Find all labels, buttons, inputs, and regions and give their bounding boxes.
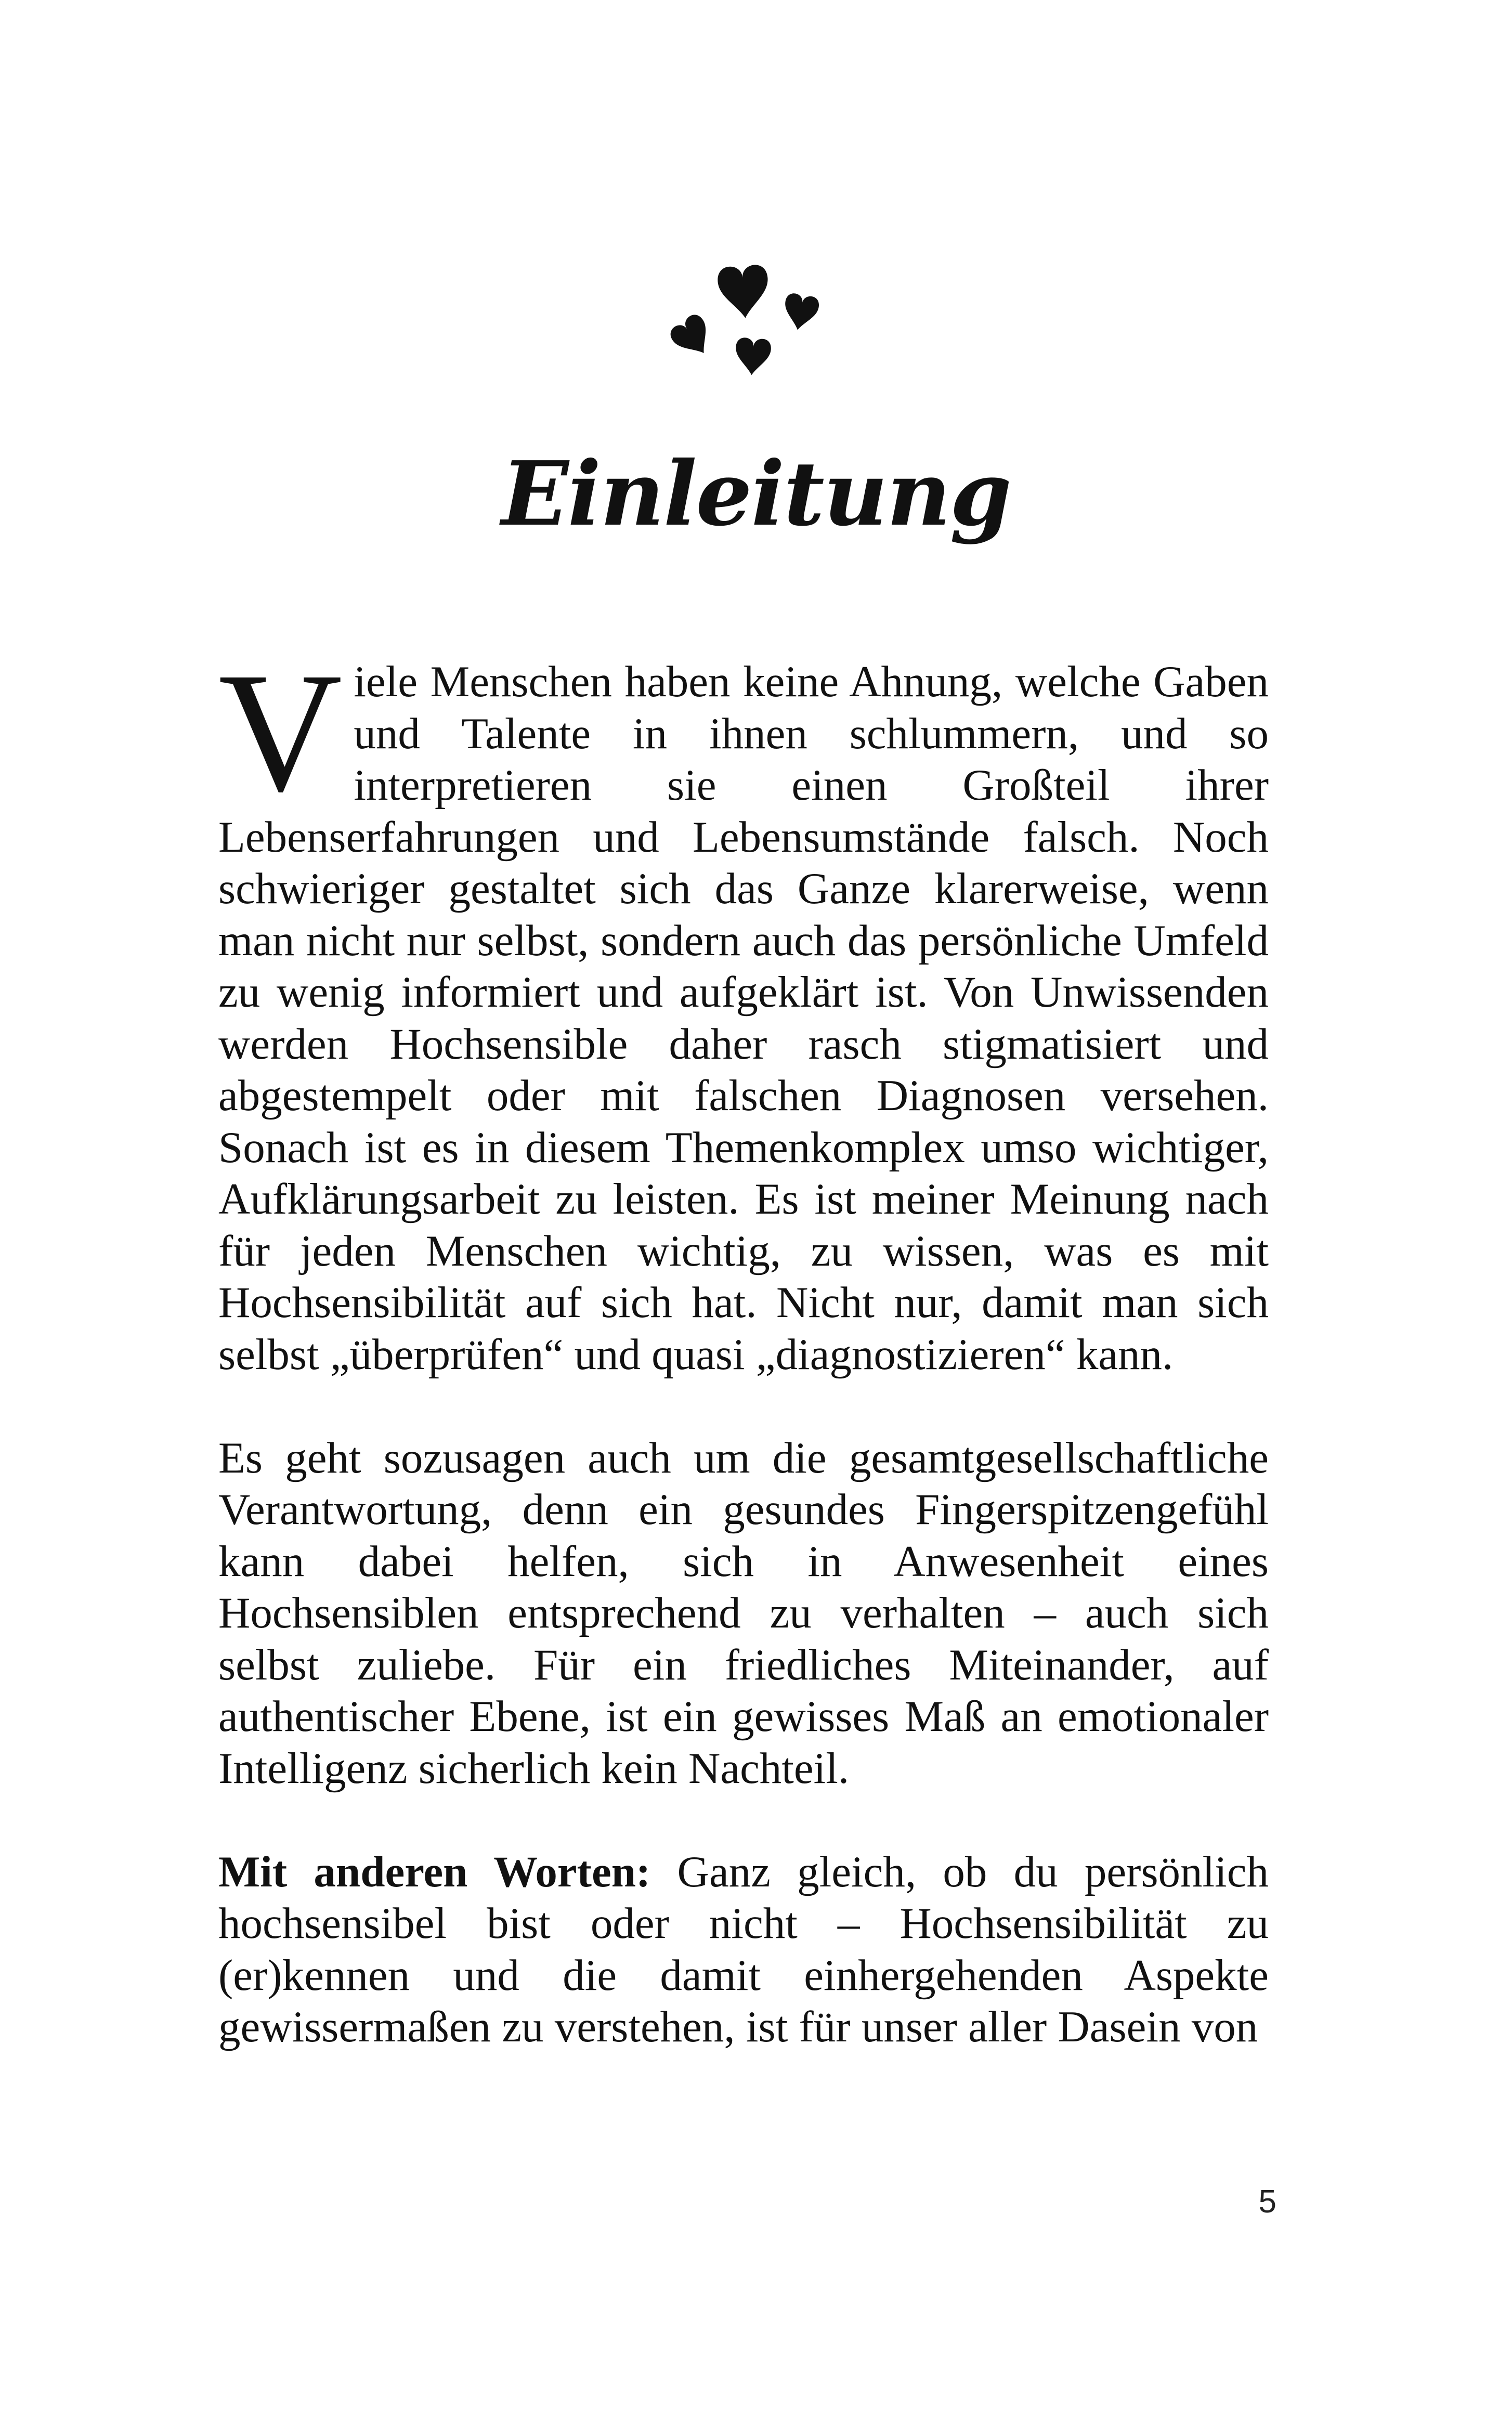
chapter-body (218, 637, 1269, 2105)
paragraph-1 (218, 637, 1269, 1381)
page-title: Einleitung (501, 442, 1011, 546)
paragraph-3-text: Ganz gleich, ob du persönlich hochsensibel bist oder nicht – Hochsensibilität zu (er)kennen und die damit einhergehenden Aspekte gewissermaßen zu verstehen, ist für unser aller Dasein von (218, 1847, 1269, 2051)
paragraph-1-text: iele Menschen haben keine Ahnung, welche Gaben und Talente in ihnen schlummern, und so interpretieren sie einen Großteil ihrer Lebenserfahrungen und Lebensumstände falsch. Noch schwieriger gestaltet sich das Ganze klarerweise, wenn man nicht nur selbst, sondern auch das persönliche Umfeld zu wenig informiert und aufgeklärt ist. Von Unwissenden werden Hochsensible daher rasch stigmatisiert und abgestempelt oder mit falschen Diagnosen versehen. Sonach ist es in diesem Themenkomplex umso wichtiger, Aufklärungsarbeit zu leisten. Es ist meiner Meinung nach für jeden Menschen wichtig, zu wissen, was es mit Hochsensibilität auf sich hat. Nicht nur, damit man sich selbst „überprüfen“ und quasi „diagnostizieren“ kann. (218, 657, 1269, 1379)
paragraph-2-text: Es geht sozusagen auch um die gesamtgesellschaftliche Verantwortung, denn ein gesundes Fingerspitzengefühl kann dabei helfen, sich in Anwesenheit eines Hochsensiblen entsprechend zu verhalten – auch sich selbst zuliebe. Für ein friedliches Miteinander, auf authentischer Ebene, ist ein gewisses Maß an emotionaler Intelligenz sicherlich kein Nachteil. (218, 1433, 1269, 1793)
hearts-ornament-icon (660, 260, 837, 395)
drop-cap: V (218, 637, 343, 827)
paragraph-3 (218, 1846, 1269, 2053)
page-number: 5 (1258, 2184, 1276, 2220)
paragraph-3-lead: Mit anderen Worten: (218, 1847, 651, 1896)
paragraph-2 (218, 1433, 1269, 1795)
